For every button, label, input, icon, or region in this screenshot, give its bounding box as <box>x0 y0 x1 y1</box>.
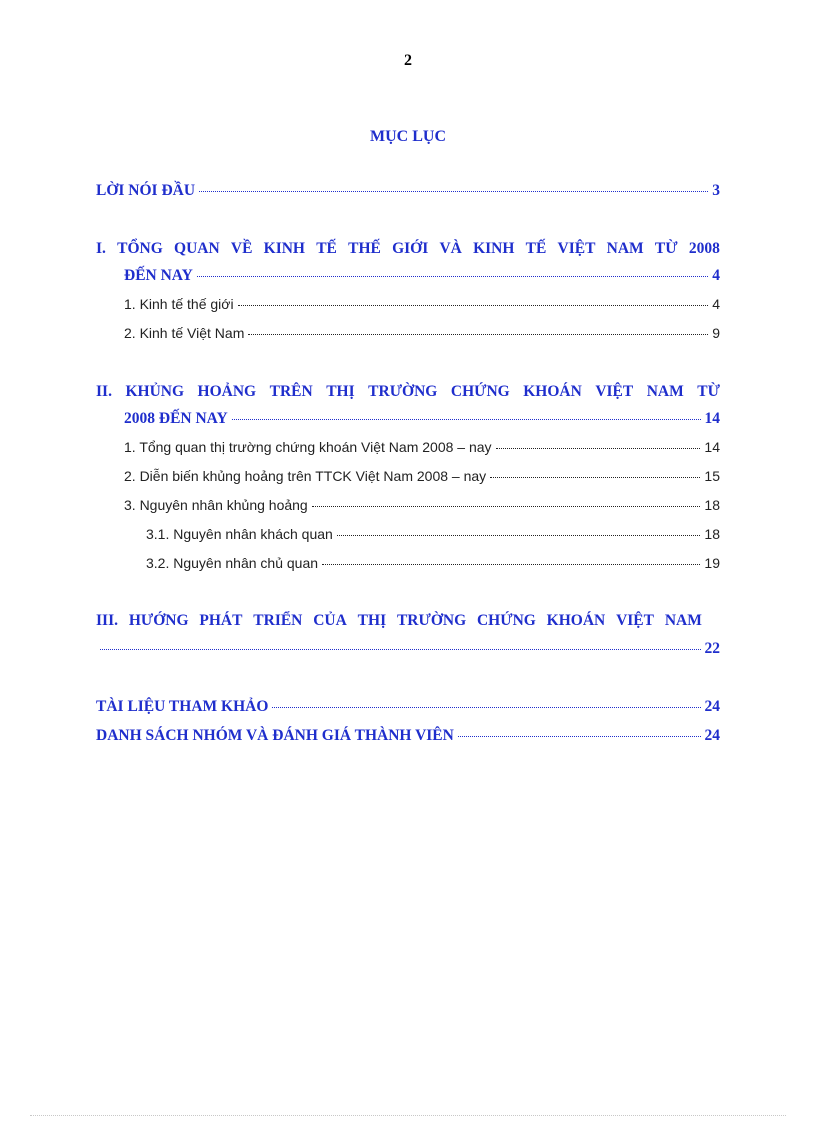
section-3-word: TRIỂN <box>253 612 303 629</box>
section-1-cont-text: ĐẾN NAY <box>124 267 193 284</box>
section-1-word: KINH <box>473 240 515 257</box>
toc-subentry-page: 4 <box>712 296 720 312</box>
section-2-word: CHỨNG <box>450 383 510 400</box>
leader-dots <box>312 494 701 507</box>
toc-subentry-text: 1. Tổng quan thị trường chứng khoán Việt Nam 2008 – nay <box>124 439 492 455</box>
toc-subentry-page: 18 <box>704 526 720 542</box>
section-3-word: THỊ <box>357 612 387 629</box>
toc-subentry-page: 14 <box>704 439 720 455</box>
toc-subentry-text: 1. Kinh tế thế giới <box>124 296 234 312</box>
leader-dots <box>496 436 701 449</box>
section-3-word: CHỨNG <box>476 612 536 629</box>
leader-dots <box>272 695 700 708</box>
toc-subentry[interactable] <box>124 296 720 318</box>
section-1-heading-cont[interactable] <box>124 267 720 289</box>
section-2-word: VIỆT <box>595 383 634 400</box>
section-2-word: KHOÁN <box>523 383 582 400</box>
section-2-word: THỊ <box>326 383 355 400</box>
section-3-heading-cont[interactable] <box>100 640 720 662</box>
section-1-page: 4 <box>712 267 720 284</box>
section-1-word: KINH <box>263 240 305 257</box>
section-1-word: VÀ <box>439 240 462 257</box>
toc-entry-text: LỜI NÓI ĐẦU <box>96 182 196 199</box>
section-3-word: PHÁT <box>199 612 243 629</box>
toc-entry-members[interactable] <box>96 727 720 749</box>
section-2-word: HOẢNG <box>197 383 257 400</box>
section-2-heading-cont[interactable] <box>124 410 720 432</box>
section-2-word: TRƯỜNG <box>368 383 438 400</box>
section-2-word: TRÊN <box>269 383 313 400</box>
page-number: 2 <box>404 52 412 69</box>
section-3-heading[interactable] <box>96 612 702 630</box>
section-3-word: VIỆT <box>616 612 654 629</box>
leader-dots <box>100 637 701 650</box>
leader-dots <box>199 179 708 192</box>
leader-dots <box>232 407 701 420</box>
leader-dots <box>322 552 700 565</box>
section-2-word: NAM <box>646 383 684 400</box>
section-1-numeral: I. <box>96 240 106 257</box>
section-1-word: TỪ <box>654 240 678 257</box>
section-3-word: KHOÁN <box>546 612 606 629</box>
section-3-word: CỦA <box>313 612 347 629</box>
toc-subentry[interactable] <box>124 325 720 347</box>
section-2-word: KHỦNG <box>125 383 185 400</box>
page-bottom-border <box>30 1115 786 1116</box>
leader-dots <box>337 523 701 536</box>
section-1-word: TẾ <box>316 240 337 257</box>
section-3-word: HƯỚNG <box>128 612 189 629</box>
section-1-word: QUAN <box>174 240 220 257</box>
toc-subentry-page: 9 <box>712 325 720 341</box>
section-2-numeral: II. <box>96 383 112 400</box>
section-1-word: VỀ <box>230 240 253 257</box>
section-1-word: TẾ <box>525 240 547 257</box>
toc-subentry-text: 3.1. Nguyên nhân khách quan <box>146 526 333 542</box>
toc-subentry-page: 15 <box>704 468 720 484</box>
toc-entry-page: 24 <box>704 698 720 715</box>
toc-entry-text: DANH SÁCH NHÓM VÀ ĐÁNH GIÁ THÀNH VIÊN <box>96 727 454 744</box>
section-2-cont-text: 2008 ĐẾN NAY <box>124 410 228 427</box>
toc-subentry-page: 19 <box>704 555 720 571</box>
section-1-word: THẾ <box>348 240 381 257</box>
section-2-word: TỪ <box>697 383 720 400</box>
toc-subentry-text: 2. Diễn biến khủng hoảng trên TTCK Việt Nam 2008 – nay <box>124 468 487 484</box>
section-1-heading[interactable] <box>96 240 720 258</box>
leader-dots <box>458 724 701 737</box>
toc-subentry-text: 2. Kinh tế Việt Nam <box>124 325 245 341</box>
toc-subentry[interactable] <box>146 555 720 577</box>
toc-subentry[interactable] <box>146 526 720 548</box>
section-3-word: NAM <box>664 612 702 629</box>
toc-subentry[interactable] <box>124 439 720 461</box>
toc-subentry-text: 3. Nguyên nhân khủng hoảng <box>124 497 308 513</box>
section-2-page: 14 <box>704 410 720 427</box>
section-3-page: 22 <box>704 640 720 657</box>
leader-dots <box>490 465 700 478</box>
toc-entry-references[interactable] <box>96 698 720 720</box>
toc-title: MỤC LỤC <box>370 128 446 145</box>
section-1-word: NAM <box>606 240 644 257</box>
leader-dots <box>248 322 708 335</box>
leader-dots <box>197 264 708 277</box>
toc-entry-page: 24 <box>704 727 720 744</box>
section-1-word: VIỆT <box>557 240 596 257</box>
section-3-numeral: III. <box>96 612 118 629</box>
toc-subentry-page: 18 <box>704 497 720 513</box>
toc-subentry-text: 3.2. Nguyên nhân chủ quan <box>146 555 319 571</box>
section-1-word: 2008 <box>688 240 720 257</box>
toc-entry-preface[interactable] <box>96 182 720 204</box>
toc-subentry[interactable] <box>124 468 720 490</box>
toc-subentry[interactable] <box>124 497 720 519</box>
toc-entry-page: 3 <box>712 182 720 199</box>
section-1-word: GIỚI <box>392 240 429 257</box>
leader-dots <box>238 293 709 306</box>
toc-entry-text: TÀI LIỆU THAM KHẢO <box>96 698 269 715</box>
section-2-heading[interactable] <box>96 383 720 401</box>
section-3-word: TRƯỜNG <box>396 612 467 629</box>
section-1-word: TỔNG <box>117 240 163 257</box>
